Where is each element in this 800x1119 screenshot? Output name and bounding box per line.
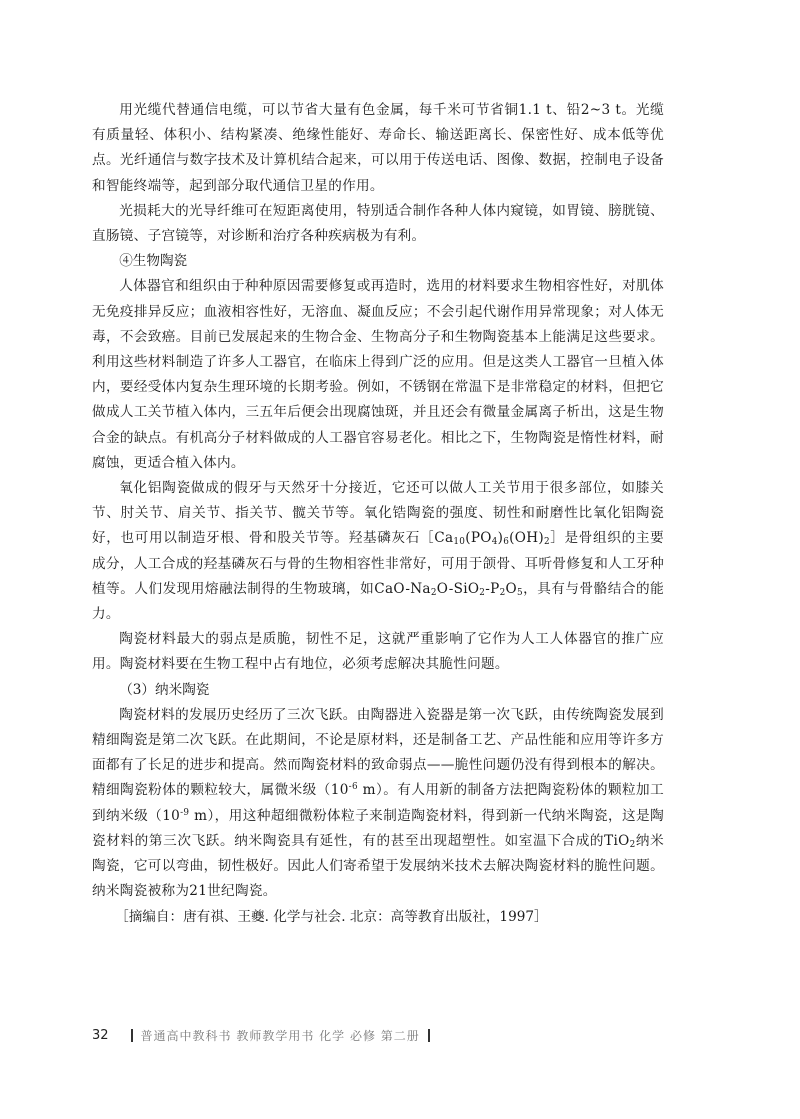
formula-sub: 10 [453, 537, 466, 548]
exponent: -9 [180, 807, 190, 818]
formula-sub: 2 [543, 537, 550, 548]
text-run: 氧化铝陶瓷做成的假牙与天然牙十分接近，它还可以做人工关节用于很多部位，如膝关节、肘关节、肩关节、指关节、髋关节等。氧化锆陶瓷的强度、韧性和耐磨性比氧化铝陶瓷好，也可用以制造牙根、骨和股关节等。羟基磷灰石［ [92, 480, 664, 547]
paragraph-alumina-ceramics [92, 476, 664, 627]
heading-nano-ceramics: （3）纳米陶瓷 [119, 681, 210, 698]
formula-po: (PO [465, 530, 492, 547]
text-run: -P [485, 580, 500, 597]
book-title: 普通高中教科书 教师教学用书 化学 必修 第二册 [140, 1029, 420, 1043]
footer-divider [428, 1029, 430, 1042]
formula-sub: 4 [491, 537, 498, 548]
paragraph-nano-ceramics [92, 703, 664, 905]
paragraph-endoscope: 光损耗大的光导纤维可在短距离使用，特别适合制作各种人体内窥镜，如胃镜、膀胱镜、直肠镜、子宫镜等，对诊断和治疗各种疾病极为有利。 [92, 202, 664, 245]
exponent: -6 [348, 782, 358, 793]
formula-sub: 2 [430, 588, 437, 599]
formula-sub: 2 [499, 588, 506, 599]
text-run: 陶瓷材料的发展历史经历了三次飞跃。由陶器进入瓷器是第一次飞跃，由传统陶瓷发展到精细陶瓷是第二次飞跃。在此期间，不论是原材料，还是制备工艺、产品性能和应用等许多方面都有了长足的进步和提高。然而陶瓷材料的致命弱点——脆性问题仍没有得到根本的解决。精细陶瓷粉体的颗粒较大，属微米级（10 [92, 706, 664, 799]
text-run: O-SiO [436, 580, 480, 597]
formula-oh: (OH) [509, 530, 544, 547]
formula-ca: Ca [434, 530, 454, 547]
paragraph-artificial-organs: 人体器官和组织由于种种原因需要修复或再造时，选用的材料要求生物相容性好，对肌体无免疫排异反应；血液相容性好，无溶血、凝血反应；不会引起代谢作用异常现象；对人体无毒，不会致癌。目前已发展起来的生物合金、生物高分子和生物陶瓷基本上能满足这些要求。利用这些材料制造了许多人工器官，在临床上得到广泛的应用。但是这类人工器官一旦植入体内，要经受体内复杂生理环境的长期考验。例如，不锈钢在常温下是非常稳定的材料，但把它做成人工关节植入体内，三五年后便会出现腐蚀斑，并且还会有微量金属离子析出，这是生物合金的缺点。有机高分子材料做成的人工器官容易老化。相比之下，生物陶瓷是惰性材料，耐腐蚀，更适合植入体内。 [92, 278, 664, 471]
page-body [92, 98, 664, 930]
text-run: m），用这种超细微粉体粒子来制造陶瓷材料，得到新一代纳米陶瓷，这是陶瓷材料的第三次飞跃。纳米陶瓷具有延性，有的甚至出现超塑性。如室温下合成的TiO [92, 807, 664, 849]
formula-paren: ) [497, 530, 504, 547]
formula-sub: 2 [629, 840, 636, 851]
heading-bioceramics: ④生物陶瓷 [119, 253, 188, 270]
formula-sub: 6 [503, 537, 510, 548]
text-run: ］是骨组织的主要成分，人工合成的羟基磷灰石与骨的生物相容性非常好，可用于颌骨、耳听骨修复和人工牙种植等。人们发现用熔融法制得的生物玻璃，如CaO-Na [92, 530, 664, 597]
formula-sub: 2 [479, 588, 486, 599]
text-run: m）。有人用新的制备方法把陶瓷粉体的颗粒加工到纳米级（10 [92, 782, 664, 824]
text-run: O [505, 580, 517, 597]
citation: ［摘编自：唐有祺、王夔. 化学与社会. 北京：高等教育出版社，1997］ [115, 908, 548, 925]
footer-divider [131, 1029, 133, 1042]
formula-sub: 5 [516, 588, 523, 599]
paragraph-brittleness: 陶瓷材料最大的弱点是质脆，韧性不足，这就严重影响了它作为人工人体器官的推广应用。陶瓷材料要在生物工程中占有地位，必须考虑解决其脆性问题。 [92, 631, 664, 673]
page-number: 32 [92, 1028, 109, 1043]
page-footer [92, 1027, 438, 1044]
text-run: ，具有与骨骼结合的能力。 [92, 580, 664, 623]
paragraph-optical-cable: 用光缆代替通信电缆，可以节省大量有色金属，每千米可节省铜1.1 t、铅2~3 t。光缆有质量轻、体积小、结构紧凑、绝缘性能好、寿命长、输送距离长、保密性好、成本低等优点。光纤通信与数字技术及计算机结合起来，可以用于传送电话、图像、数据，控制电子设备和智能终端等，起到部分取代通信卫星的作用。 [92, 102, 664, 194]
text-run: 纳米陶瓷，它可以弯曲，韧性极好。因此人们寄希望于发展纳米技术去解决陶瓷材料的脆性问题。纳米陶瓷被称为21世纪陶瓷。 [92, 832, 664, 900]
